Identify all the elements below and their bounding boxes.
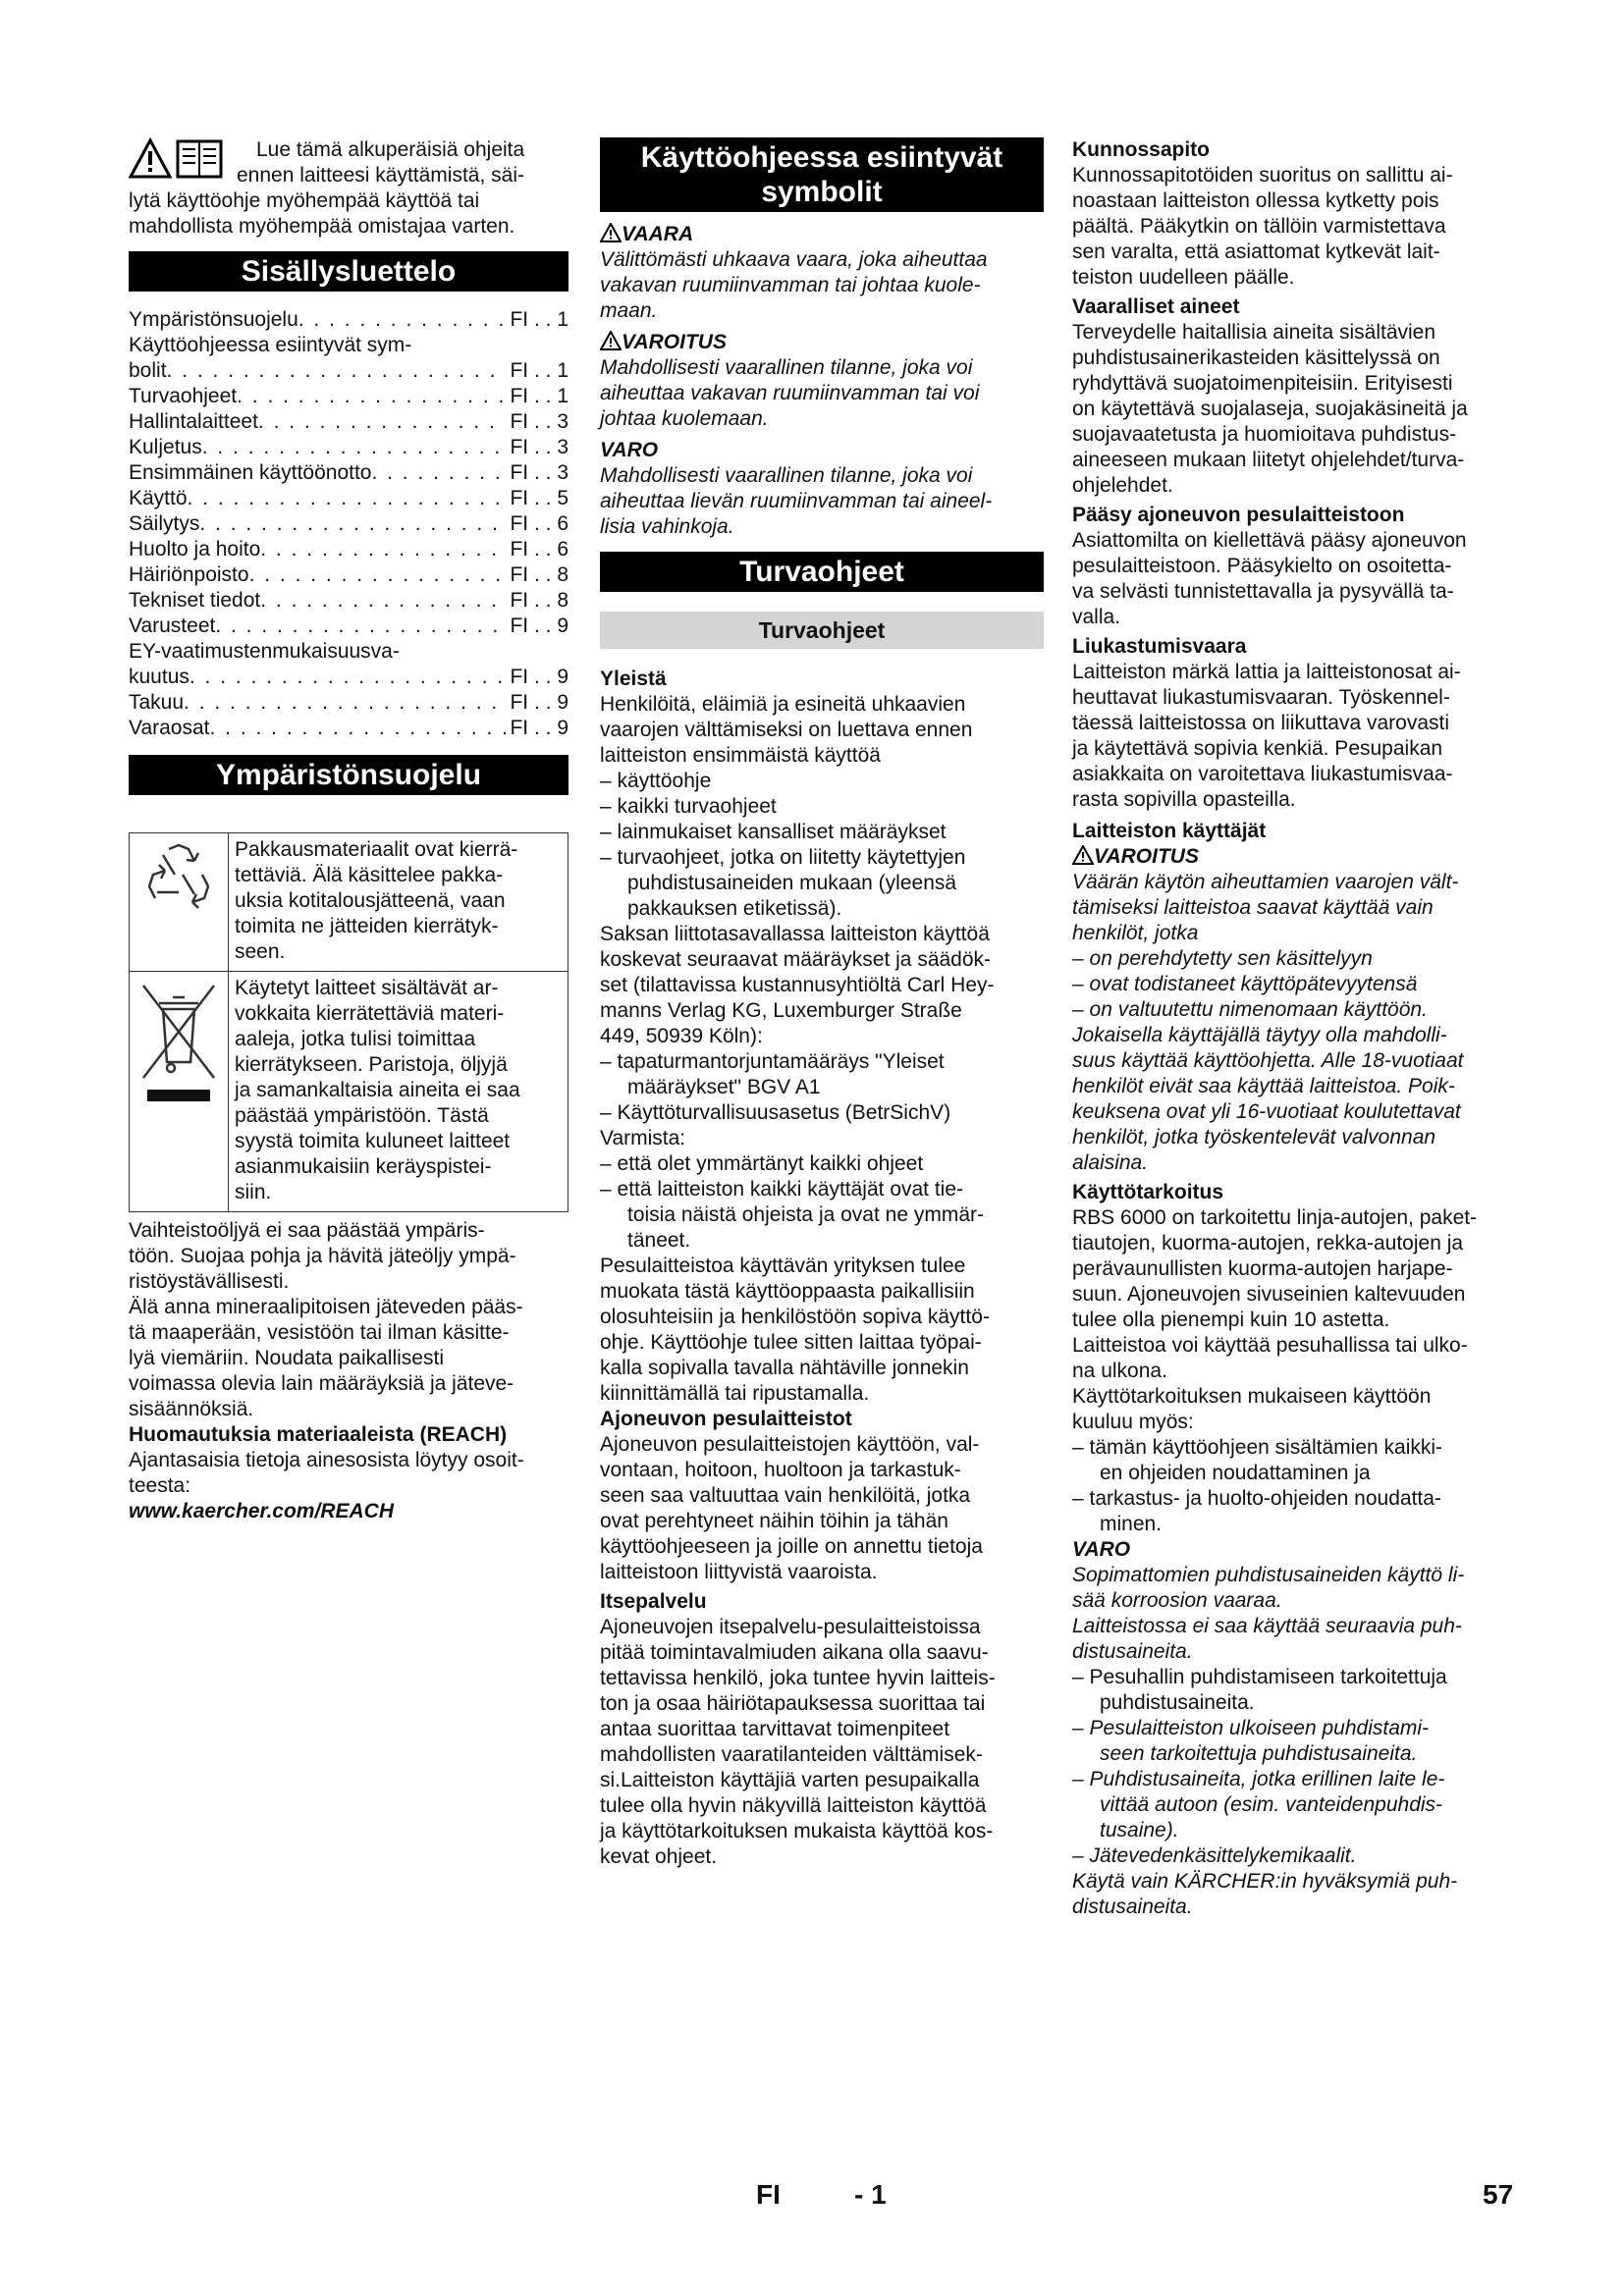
column-right — [1072, 137, 1516, 1920]
list-item: – tarkastus- ja huolto-ohjeiden noudatta- minen. — [1072, 1487, 1441, 1535]
tarkoitus-text2: Laitteistoa voi käyttää pesuhallissa tai ulko- na ulkona. — [1072, 1334, 1468, 1382]
kayttajat-text2: Jokaisella käyttäjällä täytyy olla mahdolli- suus käyttää käyttöohjetta. Alle 18-vuotiaat henkilöt eivät saa käyttää laitteistoa. Poik- keuksena ovat yli 16-vuotiaat koulutettavat henkilöt, jotka työskentelevät valvonnan alaisina. — [1072, 1024, 1464, 1174]
list-item: – on valtuutettu nimenomaan käyttöön. — [1072, 998, 1428, 1021]
liukastumis-heading: Liukastumisvaara — [1072, 635, 1247, 658]
vaara-label: VAARA — [600, 222, 1044, 247]
vaaralliset-text: Terveydelle haitallisia aineita sisältävien puhdistusainerikasteiden käsittelyssä on ryhdyttävä suojatoimenpiteisiin. Erityisesti on käytettävä suojalaseja, suojakäsineitä ja suojavaatetusta ja huomioitava puhdistus- aineeseen mukaan liitetyt ohjelehdet/turva- ohjelehdet. — [1072, 321, 1468, 497]
kayttajat-warning-label: VAROITUS — [1072, 844, 1516, 870]
kayttajat-heading: Laitteiston käyttäjät — [1072, 820, 1267, 842]
varo-text: Mahdollisesti vaarallinen tilanne, joka voi aiheuttaa lievän ruumiinvamman tai aineel- lisia vahinkoja. — [600, 464, 993, 538]
safety-subtitle: Turvaohjeet — [600, 612, 1044, 649]
kayttajat-text: Väärän käytön aiheuttamien vaarojen vält- tämiseksi laitteistoa saavat käyttää vain henkilöt, jotka — [1072, 871, 1459, 944]
safety-title: Turvaohjeet — [600, 552, 1044, 592]
toc-entry[interactable]: Säilytys . . . FI . . 6 — [129, 511, 568, 537]
list-item: – Pesuhallin puhdistamiseen tarkoitettuja puhdistusaineita. — [1072, 1666, 1447, 1714]
varo-list — [1072, 1665, 1516, 1869]
toc-entry[interactable]: EY-vaatimustenmukaisuusva- — [129, 640, 400, 663]
list-item: – ovat todistaneet käyttöpätevyytensä — [1072, 973, 1418, 995]
warning-triangle-icon — [600, 331, 622, 350]
table-row — [130, 972, 568, 1212]
intro-line: mahdollista myöhempää omistajaa varten. — [129, 215, 515, 238]
saksa-list — [600, 1049, 1044, 1126]
varoitus-label: VAROITUS — [600, 330, 1044, 355]
varo-label: VARO — [600, 439, 659, 461]
list-item: – tämän käyttöohjeen sisältämien kaikki- en ohjeiden noudattaminen ja — [1072, 1436, 1443, 1484]
toc-entry[interactable]: Tekniset tiedot . . . FI . . 8 — [129, 588, 568, 614]
yleista-heading: Yleistä — [600, 667, 667, 690]
footer-page-number: 57 — [1483, 2179, 1514, 2210]
warning-manual-icon — [129, 137, 227, 181]
list-item: – käyttöohje — [600, 770, 712, 792]
wastewater-paragraph: Älä anna mineraalipitoisen jäteveden pääs- tä maaperään, vesistöön tai ilman käsitte- lyä viemäriin. Noudata paikallisesti voimassa olevia lain määräyksiä ja jäteve- sisäännöksiä. — [129, 1296, 523, 1420]
tarkoitus-text3: Käyttötarkoituksen mukaiseen käyttöön kuuluu myös: — [1072, 1385, 1432, 1433]
toc-entry[interactable]: Hallintalaitteet . . . FI . . 3 — [129, 409, 568, 435]
recycle-text-cell: Pakkausmateriaalit ovat kierrä- tettäviä. Älä käsittelee pakka- uksia kotitalousjätteenä, vaan toimita ne jätteiden kierrätyk- seen. — [229, 833, 568, 972]
toc-entry[interactable]: bolit . . . FI . . 1 — [129, 358, 568, 384]
varo-text1: Sopimattomien puhdistusaineiden käyttö li- sää korroosion vaaraa. — [1072, 1564, 1465, 1612]
varmista-label: Varmista: — [600, 1127, 686, 1149]
reach-heading: Huomautuksia materiaaleista (REACH) — [129, 1423, 508, 1446]
toc-entry[interactable]: Huolto ja hoito . . . FI . . 6 — [129, 537, 568, 562]
reach-paragraph: Ajantasaisia tietoja ainesosista löytyy osoit- teesta: — [129, 1449, 524, 1497]
column-left — [129, 137, 568, 1524]
itsepalvelu-text: Ajoneuvojen itsepalvelu-pesulaitteistoissa pitää toimintavalmiuden aikana olla saavu- tettavissa henkilö, joka tuntee hyvin laitteis- ton ja osaa häiriötapauksessa suorittaa tai antaa suorittaa tarvittavat toimenpiteet mahdollisten vaaratilanteiden välttämisek- si.Laitteiston käyttäjiä varten pesupaikalla tulee olla hyvin näkyvillä laitteiston käyttöä ja käyttötarkoituksen mukaista käyttöä kos- kevat ohjeet. — [600, 1616, 996, 1868]
kayttajat-list — [1072, 946, 1516, 1023]
warning-triangle-icon — [600, 223, 622, 242]
vaaralliset-heading: Vaaralliset aineet — [1072, 295, 1240, 318]
recycle-icon — [143, 841, 214, 916]
ajoneuvon-text: Ajoneuvon pesulaitteistojen käyttöön, val- vontaan, hoitoon, huoltoon ja tarkastuk- seen saa valtuuttaa vain henkilöitä, jotka ovat perehtyneet näihin töihin ja tähän käyttöohjeeseen ja joille on annettu tietoja laitteistoon liittyvistä vaaroista. — [600, 1433, 983, 1583]
toc-entry[interactable]: Varusteet . . . FI . . 9 — [129, 614, 568, 639]
crossed-bin-icon — [139, 980, 218, 1117]
list-item: – että olet ymmärtänyt kaikki ohjeet — [600, 1152, 924, 1175]
varo-text3: Käytä vain KÄRCHER:in hyväksymiä puh- distusaineita. — [1072, 1870, 1458, 1918]
toc-entry[interactable]: Ensimmäinen käyttöönotto . . . FI . . 3 — [129, 460, 568, 486]
varoitus-text: Mahdollisesti vaarallinen tilanne, joka voi aiheuttaa vakavan ruumiinvamman tai voi johtaa kuolemaan. — [600, 356, 980, 430]
intro-block — [129, 137, 568, 240]
icon-cell — [130, 833, 229, 972]
env-title: Ympäristönsuojelu — [129, 755, 568, 795]
list-item: – Käyttöturvallisuusasetus (BetrSichV) — [600, 1101, 951, 1124]
weee-text-cell: Käytetyt laitteet sisältävät ar- vokkaita kierrätettäviä materi- aaleja, jotka tulisi toimittaa kierrätykseen. Paristoja, öljyjä ja samankaltaisia aineita ei saa päästää ympäristöön. Tästä syystä toimita kuluneet laitteet asianmukaisiin keräyspistei- siin. — [229, 972, 568, 1212]
intro-line: lytä käyttöohje myöhempää käyttöä tai — [129, 189, 480, 212]
saksa-text: Saksan liittotasavallassa laitteiston käyttöä koskevat seuraavat määräykset ja säädök- set (tilattavissa kustannusyhtiöltä Carl Hey- manns Verlag KG, Luxemburger Straße 449, 50939 Köln): — [600, 923, 995, 1047]
list-item: – Puhdistusaineita, jotka erillinen laite le- vittää autoon (esim. vanteidenpuhdis- tusaine). — [1072, 1768, 1445, 1842]
toc-entry[interactable]: Varaosat . . . FI . . 9 — [129, 716, 568, 741]
toc-title: Sisällysluettelo — [129, 251, 568, 292]
vaara-text: Välittömästi uhkaava vaara, joka aiheuttaa vakavan ruumiinvamman tai johtaa kuole- maan. — [600, 248, 988, 322]
table-row — [130, 833, 568, 972]
intro-line: ennen laitteesi käyttämistä, säi- — [237, 164, 524, 187]
yleista-text: Henkilöitä, eläimiä ja esineitä uhkaavien vaarojen välttämiseksi on luettava ennen laitteiston ensimmäistä käyttöä — [600, 693, 973, 767]
footer-page-ref: - 1 — [854, 2179, 887, 2210]
paasy-heading: Pääsy ajoneuvon pesulaitteistoon — [1072, 504, 1405, 526]
footer-language: FI — [756, 2179, 781, 2210]
varo-label: VARO — [1072, 1538, 1131, 1561]
list-item: – että laitteiston kaikki käyttäjät ovat tie- toisia näistä ohjeista ja ovat ne ymmär- täneet. — [600, 1178, 984, 1252]
tarkoitus-list — [1072, 1435, 1516, 1537]
oil-paragraph: Vaihteistoöljyä ei saa päästää ympäris- töön. Suojaa pohja ja hävitä jäteöljy ympä- ristöystävällisesti. — [129, 1219, 516, 1293]
yleista-list — [600, 769, 1044, 922]
symbols-title: Käyttöohjeessa esiintyvät symbolit — [600, 137, 1044, 212]
list-item: – on perehdytetty sen käsittelyyn — [1072, 947, 1373, 970]
kunnossapito-text: Kunnossapitotöiden suoritus on sallittu ai- noastaan laitteiston ollessa kytketty pois päältä. Pääkytkin on tällöin varmistettava sen varalta, että asiattomat kytkevät lait- teiston uudelleen päälle. — [1072, 164, 1453, 289]
ajoneuvon-heading: Ajoneuvon pesulaitteistot — [600, 1408, 852, 1430]
toc-entry[interactable]: Käyttöohjeessa esiintyvät sym- — [129, 334, 412, 356]
liukastumis-text: Laitteiston märkä lattia ja laitteistonosat ai- heuttavat liukastumisvaaran. Työskennel- täessä laitteistossa on liikuttava varovasti ja käytettävä sopivia kenkiä. Pesupaikan asiakkaita on varoitettava liukastumisvaa- rasta sopivilla opasteilla. — [1072, 661, 1461, 811]
tarkoitus-heading: Käyttötarkoitus — [1072, 1181, 1224, 1203]
toc-entry[interactable]: Häiriönpoisto . . . FI . . 8 — [129, 562, 568, 588]
itsepalvelu-heading: Itsepalvelu — [600, 1590, 707, 1613]
tarkoitus-text1: RBS 6000 on tarkoitettu linja-autojen, paket- tiautojen, kuorma-autojen, rekka-autojen ja perävaunullisten kuorma-autojen harjape- suun. Ajoneuvojen sivuseinien kaltevuuden tulee olla pienempi kuin 10 astetta. — [1072, 1206, 1478, 1331]
table-of-contents — [129, 307, 568, 741]
list-item: – Jätevedenkäsittelykemikaalit. — [1072, 1844, 1357, 1867]
list-item: – lainmukaiset kansalliset määräykset — [600, 821, 947, 843]
toc-entry[interactable]: Kuljetus . . . FI . . 3 — [129, 435, 568, 460]
toc-entry[interactable]: Ympäristönsuojelu . . . FI . . 1 — [129, 307, 568, 333]
kunnossapito-heading: Kunnossapito — [1072, 138, 1210, 161]
paasy-text: Asiattomilta on kiellettävä pääsy ajoneuvon pesulaitteistoon. Pääsykielto on osoitetta- va selvästi tunnistettavalla ja pysyvällä ta- valla. — [1072, 529, 1467, 628]
toc-entry[interactable]: Turvaohjeet . . . FI . . 1 — [129, 384, 568, 409]
varmista-list — [600, 1151, 1044, 1254]
intro-line: Lue tämä alkuperäisiä ohjeita — [256, 138, 525, 161]
list-item: – Pesulaitteiston ulkoiseen puhdistami- seen tarkoitettuja puhdistusaineita. — [1072, 1717, 1430, 1765]
environment-table — [129, 832, 568, 1212]
warning-triangle-icon — [1072, 845, 1094, 865]
toc-entry[interactable]: kuutus . . . FI . . 9 — [129, 665, 568, 690]
list-item: – kaikki turvaohjeet — [600, 795, 777, 818]
varo-text2: Laitteistossa ei saa käyttää seuraavia puh- distusaineita. — [1072, 1615, 1462, 1663]
list-item: – tapaturmantorjuntamääräys "Yleiset määräykset" BGV A1 — [600, 1050, 945, 1098]
pesu-text: Pesulaitteistoa käyttävän yrityksen tulee muokata tästä käyttöoppaasta paikallisiin olosuhteisiin ja henkilöstöön sopiva käyttö- ohje. Käyttöohje tulee sitten laittaa työpai- kalla sopivalla tavalla nähtäville jonnekin kiinnittämällä tai ripustamalla. — [600, 1255, 990, 1405]
column-middle — [600, 137, 1044, 1870]
icon-cell — [130, 972, 229, 1212]
reach-link[interactable]: www.kaercher.com/REACH — [129, 1500, 394, 1522]
toc-entry[interactable]: Takuu . . . FI . . 9 — [129, 690, 568, 716]
toc-entry[interactable]: Käyttö . . . FI . . 5 — [129, 486, 568, 511]
list-item: – turvaohjeet, jotka on liitetty käytettyjen puhdistusaineiden mukaan (yleensä pakkauksen etiketissä). — [600, 846, 966, 920]
